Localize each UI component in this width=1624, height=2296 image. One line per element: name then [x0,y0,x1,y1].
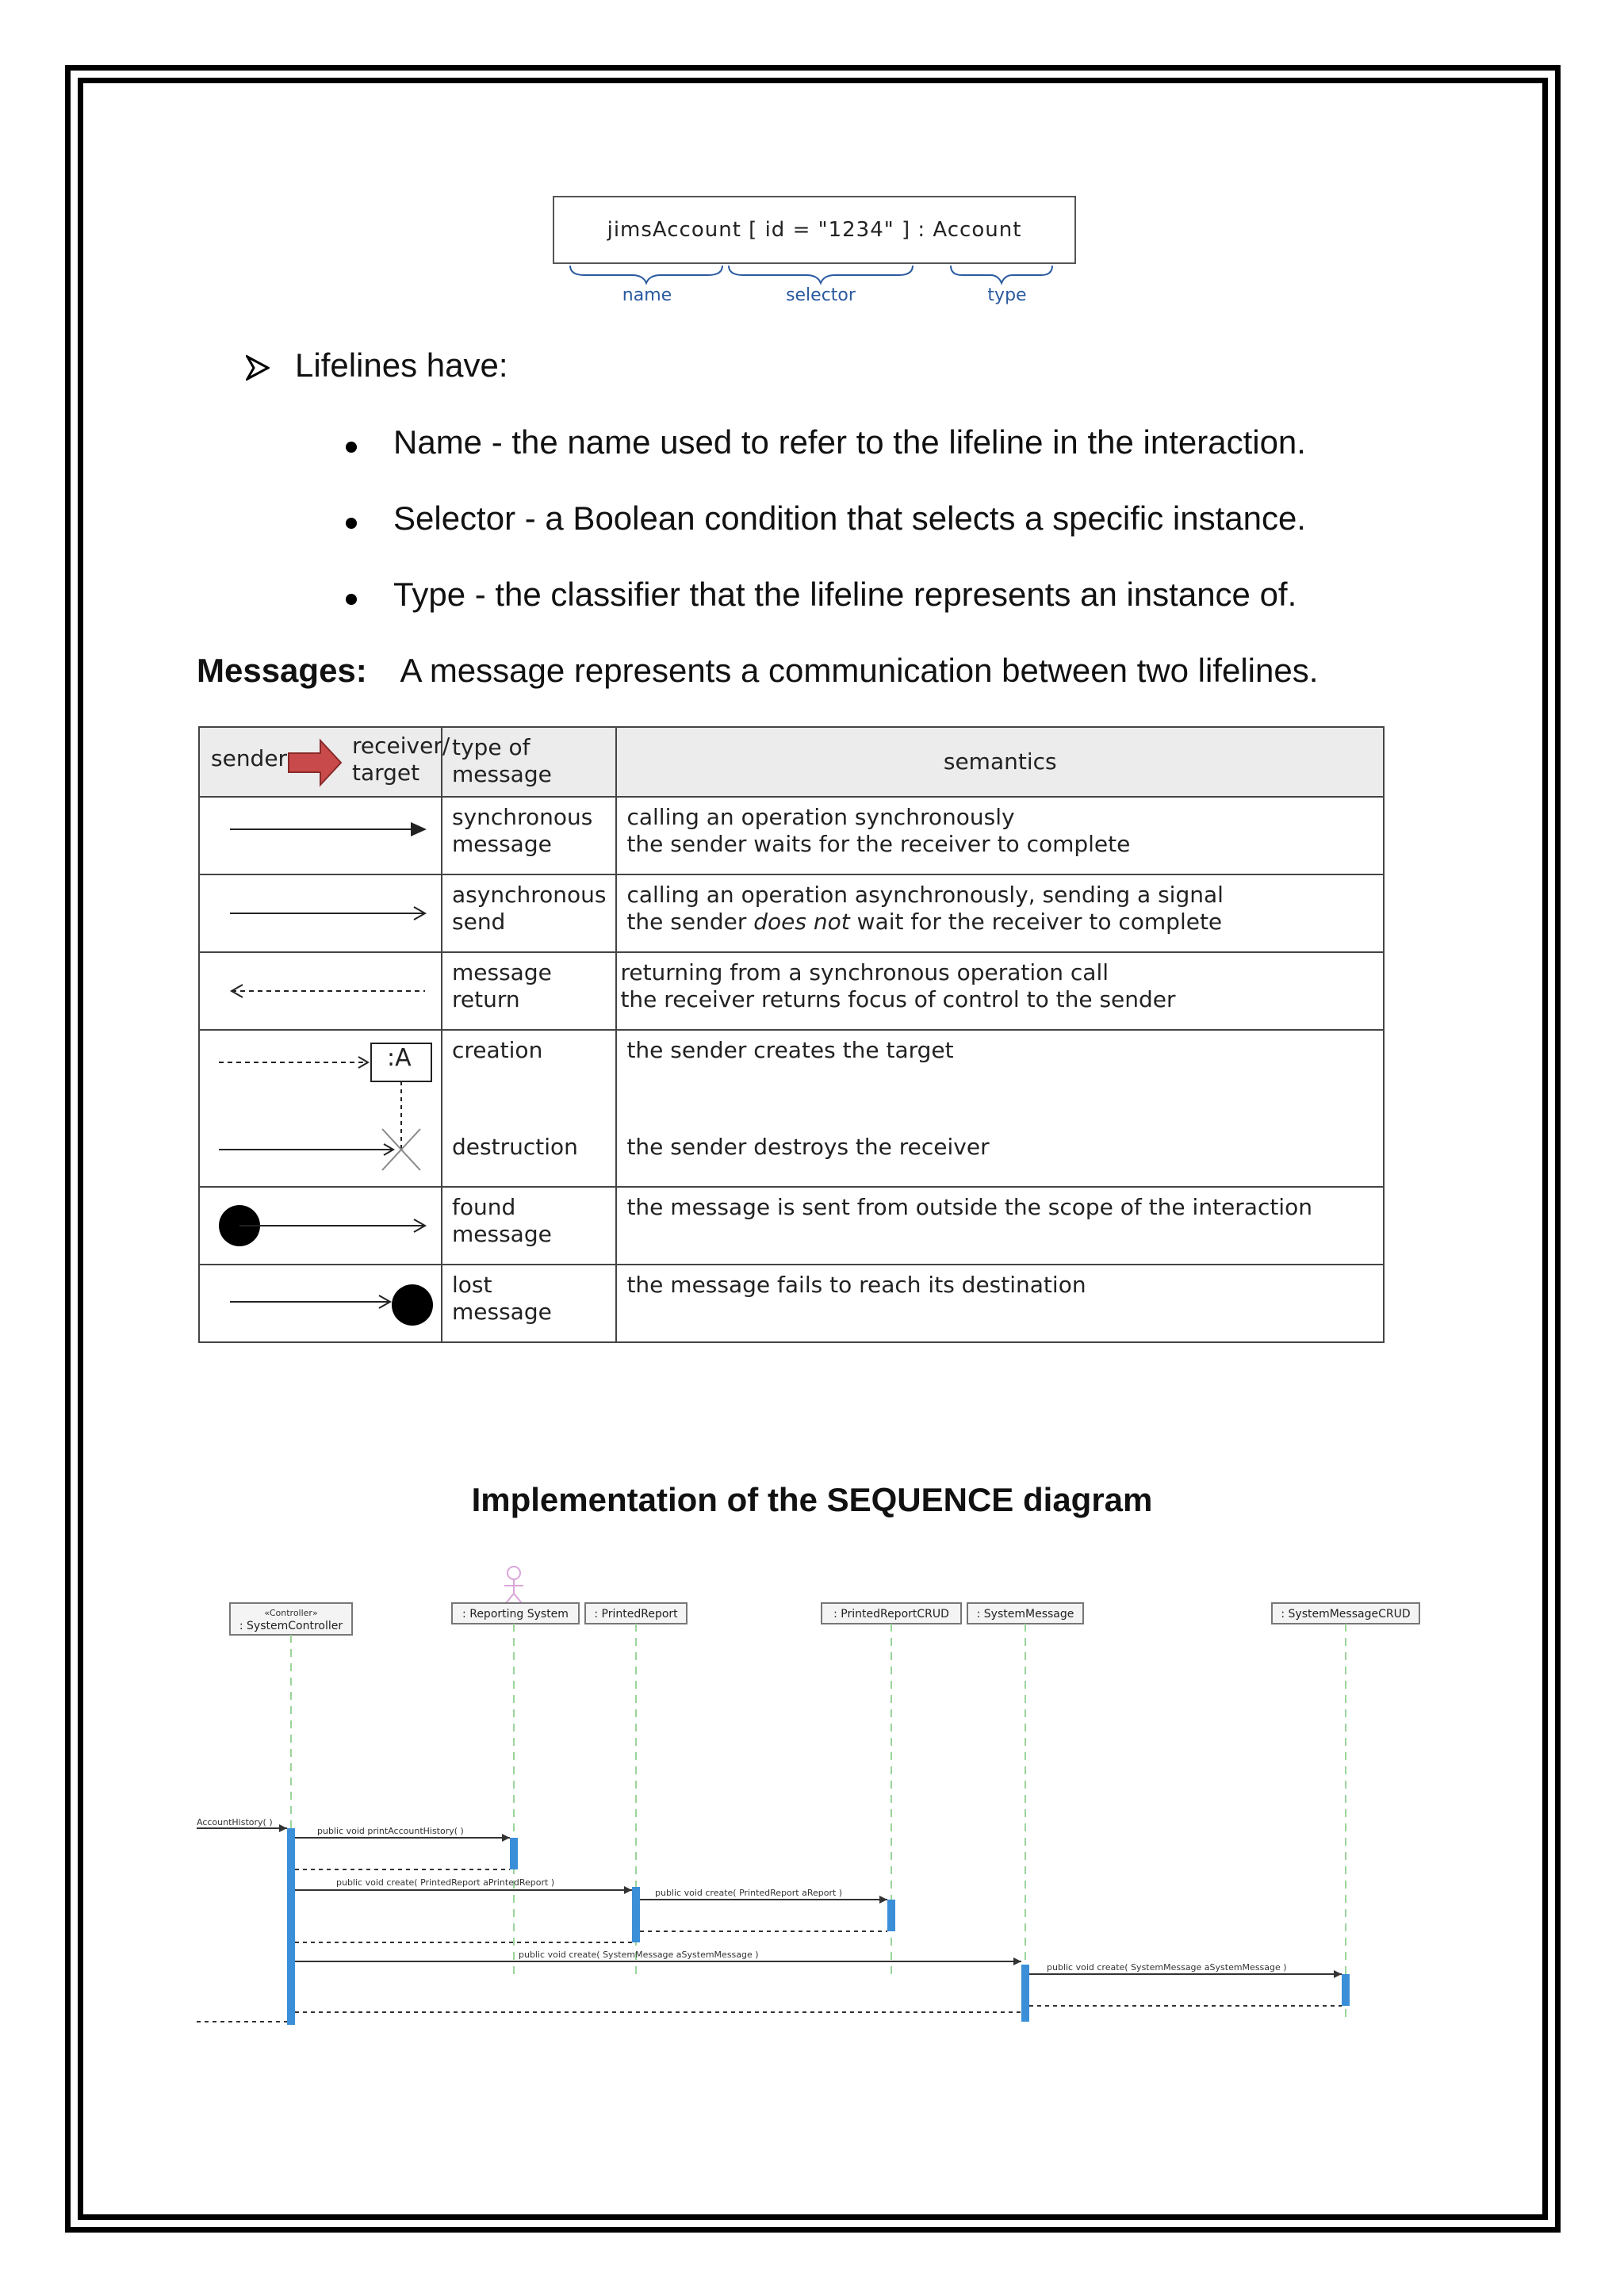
found-arrow-icon [200,1188,441,1257]
message-label: public void create( PrintedReport aPrintedReport ) [336,1877,555,1888]
type-line2: message [452,1299,552,1325]
controller-name: : SystemController [239,1620,343,1632]
sem-emphasis: does not [753,909,850,935]
arrow-heads [279,1824,1342,1978]
header-receiver: receiver/ [352,733,450,759]
message-label: public void printAccountHistory( ) [317,1826,464,1836]
messages-text: A message represents a communication between two lifelines. [400,652,1319,689]
type-cell [442,874,616,952]
sequence-diagram [0,1554,1624,2045]
return-arrow-cell [199,952,442,1030]
section-title: Implementation of the SEQUENCE diagram [471,1481,1153,1518]
semantics-cell [616,797,1384,874]
message-label: public void create( SystemMessage aSystemMessage ) [1047,1962,1287,1973]
lost-arrow-cell [199,1265,442,1342]
type-line1: lost [452,1272,492,1298]
found-message-label: AccountHistory( ) [197,1817,273,1827]
selector-label: selector [786,285,856,305]
table-row [199,1030,1384,1187]
header-sender-receiver [199,727,450,797]
type-line1: asynchronous [452,882,607,908]
type-line2: return [452,986,520,1012]
message-arrows [197,1828,1342,2022]
destruction-label: destruction [452,1134,578,1160]
name-label: name [622,285,672,305]
sysmsgcrud-name: : SystemMessageCRUD [1281,1608,1411,1621]
lifeline-head-reporting [452,1603,579,1624]
header-type-line2: message [452,761,552,787]
messages-paragraph [197,652,1318,690]
table-row [199,797,1384,874]
semantics-line2: the sender waits for the receiver to complete [626,831,1131,857]
type-cell [442,952,616,1030]
type-line2: send [452,909,506,935]
lifeline-head-printedcrud [822,1603,961,1624]
create-destroy-cell [199,1030,442,1187]
messages-label: Messages: [197,652,367,689]
creation-label: creation [452,1037,543,1063]
target-object-label: :A [387,1044,412,1072]
type-line2: message [452,831,552,857]
message-label: public void create( SystemMessage aSystemMessage ) [519,1950,759,1960]
found-arrow-cell [199,1187,442,1265]
type-line1: message [452,959,552,985]
printedcrud-name: : PrintedReportCRUD [833,1608,949,1621]
lost-arrow-icon [200,1265,441,1335]
red-arrow-icon [287,737,344,788]
header-target: target [352,760,420,786]
semantics-line1: returning from a synchronous operation call [620,959,1109,985]
lifeline-head-sysmsg [967,1603,1083,1624]
sem-part: the sender [626,909,754,935]
table-header-row [199,727,1384,797]
return-arrow-icon [200,953,441,1023]
message-types-table [198,726,1385,1343]
type-label: type [987,285,1027,305]
semantics-cell [616,1030,1384,1187]
type-line1: synchronous [452,804,593,830]
type-cell [442,1265,616,1342]
sysmsg-name: : SystemMessage [976,1608,1074,1621]
type-cell [442,1030,616,1187]
controller-stereotype: «Controller» [264,1608,318,1618]
lifeline-item-name: Name - the name used to refer to the lifeline in the interaction. [393,423,1306,461]
semantics-cell: the message fails to reach its destination [616,1265,1384,1342]
creation-semantics: the sender creates the target [626,1037,954,1063]
actor-icon [504,1567,523,1603]
semantics-cell [616,952,1384,1030]
bullet-icon [346,594,357,605]
semantics-line2 [626,909,1373,936]
lifeline-item-selector: Selector - a Boolean condition that selects a specific instance. [393,499,1306,537]
header-semantics: semantics [616,727,1384,797]
reporting-name: : Reporting System [462,1608,569,1621]
lifeline-braces [553,264,1076,288]
table-row [199,1187,1384,1265]
table-row [199,874,1384,952]
lifeline-item-type: Type - the classifier that the lifeline represents an instance of. [393,576,1297,613]
destruction-semantics: the sender destroys the receiver [626,1134,990,1160]
bullet-icon [346,518,357,529]
type-line1: found [452,1194,516,1220]
async-arrow-icon [200,875,441,945]
activation-bars [287,1828,1350,2025]
lifeline-head-controller [230,1603,352,1635]
arrow-bullet-icon [246,355,270,381]
table-row [199,952,1384,1030]
bullet-icon [346,442,357,453]
header-sender: sender [211,745,288,771]
type-cell [442,1187,616,1265]
header-type-line1: type of [452,734,530,760]
async-arrow-cell [199,874,442,952]
semantics-cell: the message is sent from outside the scope of the interaction [616,1187,1384,1265]
header-type [442,727,616,797]
semantics-line1: calling an operation synchronously [626,804,1015,830]
table-row [199,1265,1384,1342]
lifeline-expression: jimsAccount [ id = "1234" ] : Account [607,218,1022,242]
lifelines-heading: Lifelines have: [295,346,508,384]
semantics-line1: calling an operation asynchronously, sending a signal [626,882,1224,908]
sync-arrow-icon [200,798,441,867]
semantics-line2: the receiver returns focus of control to the sender [620,986,1176,1012]
type-line2: message [452,1221,552,1247]
sem-part: wait for the receiver to complete [849,909,1223,935]
lifeline-head-printed [585,1603,687,1624]
message-label: public void create( PrintedReport aReport ) [655,1888,843,1898]
semantics-cell [616,874,1384,952]
printed-name: : PrintedReport [594,1608,678,1621]
message-labels [197,1817,1287,1973]
lifeline-expression-box [553,196,1076,264]
lifeline-head-sysmsgcrud [1272,1603,1419,1624]
sync-arrow-cell [199,797,442,874]
type-cell [442,797,616,874]
